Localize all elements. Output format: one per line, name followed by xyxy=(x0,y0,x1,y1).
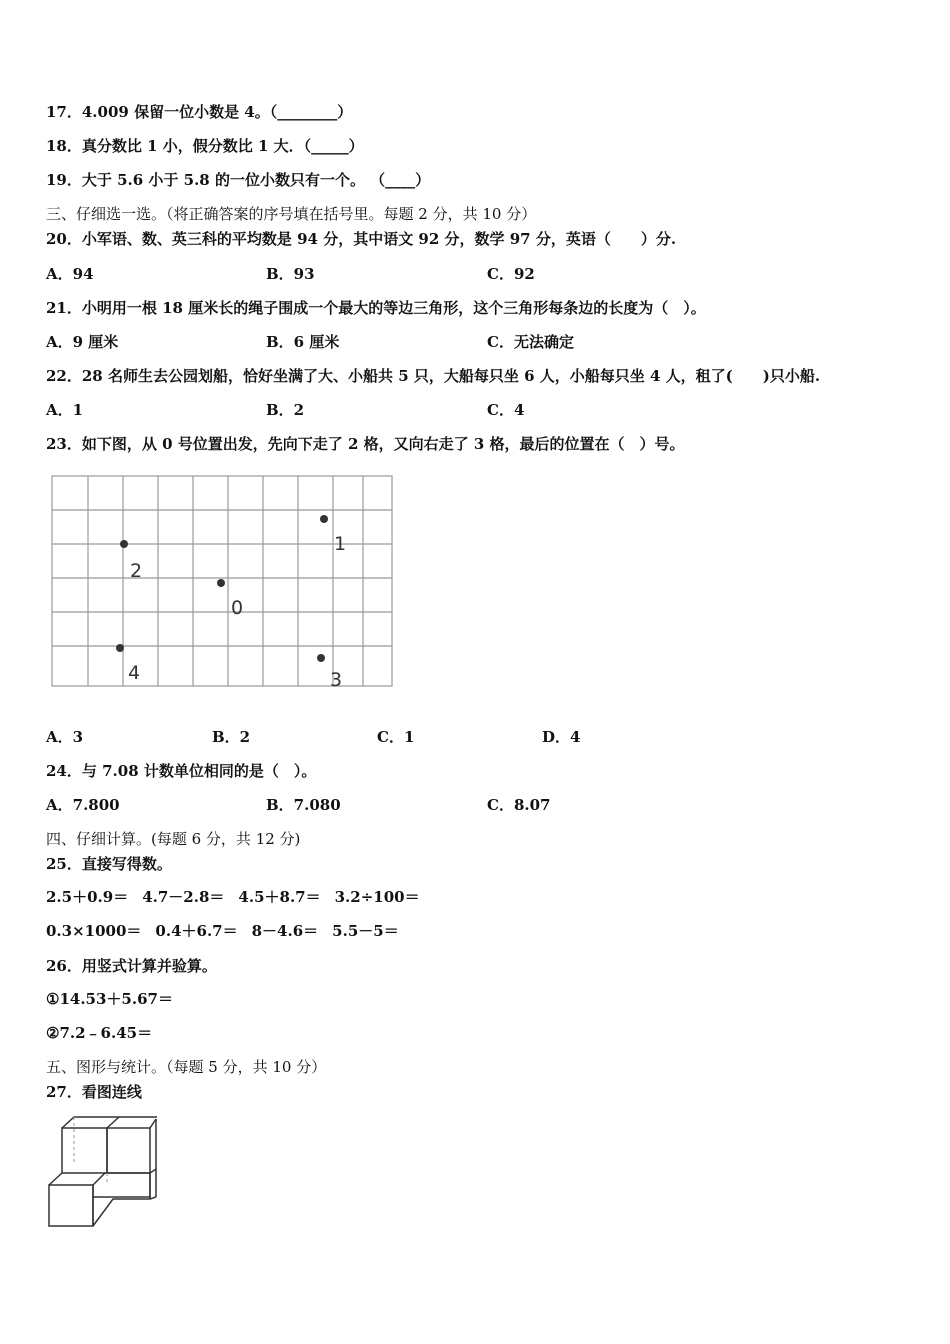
q23-option-d: D．4 xyxy=(542,728,581,746)
calc-item: 4.7－2.8＝ xyxy=(142,888,225,906)
grid-label-2: 2 xyxy=(130,560,143,582)
question-26: 26．用竖式计算并验算。 xyxy=(46,957,217,975)
q23-option-a: A．3 xyxy=(46,728,84,746)
question-21: 21．小明用一根 18 厘米长的绳子围成一个最大的等边三角形，这个三角形每条边的长度为（ ）。 xyxy=(46,299,706,317)
grid-label-1: 1 xyxy=(334,533,347,555)
q23-option-b: B．2 xyxy=(212,728,251,746)
q23-option-c: C．1 xyxy=(377,728,415,746)
question-17: 17．4.009 保留一位小数是 4。（________） xyxy=(46,103,353,121)
section-3-heading: 三、仔细选一选。（将正确答案的序号填在括号里。每题 2 分，共 10 分） xyxy=(46,205,537,223)
grid-label-4: 4 xyxy=(128,662,141,684)
calc-item: 5.5－5＝ xyxy=(332,922,399,940)
calc-item: 3.2÷100＝ xyxy=(334,888,420,906)
calc-item: 0.3×1000＝ xyxy=(46,922,142,940)
q26-item-1: ①14.53＋5.67＝ xyxy=(46,990,173,1008)
calc-row-1 xyxy=(46,887,434,907)
question-19: 19．大于 5.6 小于 5.8 的一位小数只有一个。 （____） xyxy=(46,171,431,189)
q20-option-c: C．92 xyxy=(487,265,535,283)
calc-item: 2.5＋0.9＝ xyxy=(46,888,129,906)
q22-option-b: B．2 xyxy=(266,401,305,419)
q26-item-2: ②7.2﹣6.45＝ xyxy=(46,1024,153,1042)
question-23: 23．如下图，从 0 号位置出发，先向下走了 2 格，又向右走了 3 格，最后的位置在（ ）号。 xyxy=(46,435,685,453)
grid-point-3 xyxy=(317,654,325,662)
cube-figure xyxy=(45,1113,157,1231)
grid-point-4 xyxy=(116,644,124,652)
question-18: 18．真分数比 1 小，假分数比 1 大．（_____） xyxy=(46,137,364,155)
calc-item: 8－4.6＝ xyxy=(251,922,319,940)
q21-option-b: B．6 厘米 xyxy=(266,333,340,351)
grid-label-0: 0 xyxy=(231,597,244,619)
question-24: 24．与 7.08 计数单位相同的是（ ）。 xyxy=(46,762,317,780)
q20-option-a: A．94 xyxy=(46,265,94,283)
calc-item: 4.5＋8.7＝ xyxy=(238,888,321,906)
section-4-heading: 四、仔细计算。(每题 6 分，共 12 分) xyxy=(46,830,301,848)
q20-option-b: B．93 xyxy=(266,265,315,283)
grid-figure xyxy=(48,472,400,694)
grid-label-3: 3 xyxy=(330,669,343,691)
section-5-heading: 五、图形与统计。（每题 5 分，共 10 分） xyxy=(46,1058,327,1076)
q24-option-a: A．7.800 xyxy=(46,796,120,814)
question-27: 27．看图连线 xyxy=(46,1083,142,1101)
q21-option-c: C．无法确定 xyxy=(487,333,574,351)
question-20: 20．小军语、数、英三科的平均数是 94 分，其中语文 92 分，数学 97 分，英语（ ）分. xyxy=(46,230,677,248)
q24-option-c: C．8.07 xyxy=(487,796,551,814)
calc-item: 0.4＋6.7＝ xyxy=(155,922,238,940)
grid-point-0 xyxy=(217,579,225,587)
q22-option-a: A．1 xyxy=(46,401,84,419)
q21-option-a: A．9 厘米 xyxy=(46,333,119,351)
q24-option-b: B．7.080 xyxy=(266,796,341,814)
question-25: 25．直接写得数。 xyxy=(46,855,172,873)
question-22: 22．28 名师生去公园划船，恰好坐满了大、小船共 5 只，大船每只坐 6 人，小船每只坐 4 人，租了( )只小船. xyxy=(46,367,821,385)
calc-row-2 xyxy=(46,921,413,941)
grid-point-1 xyxy=(320,515,328,523)
grid-point-2 xyxy=(120,540,128,548)
q22-option-c: C．4 xyxy=(487,401,525,419)
